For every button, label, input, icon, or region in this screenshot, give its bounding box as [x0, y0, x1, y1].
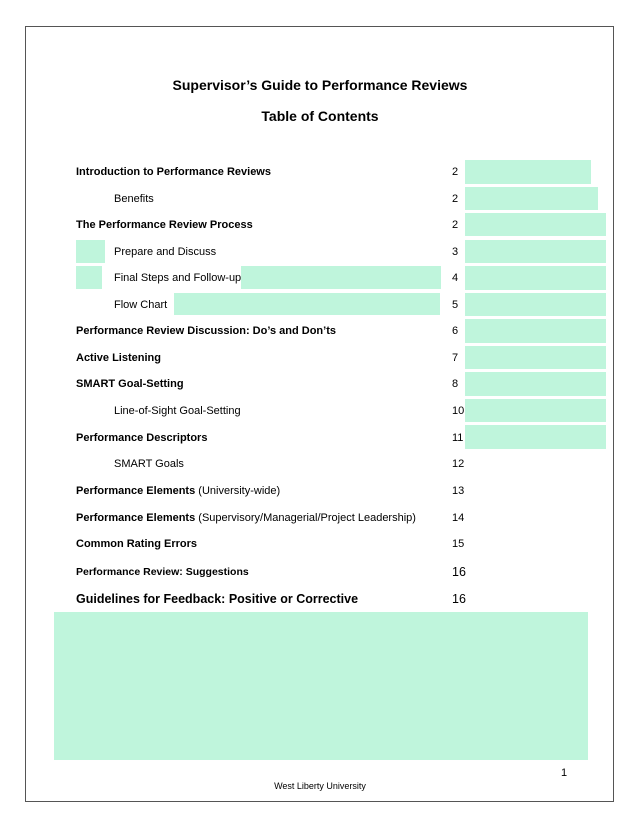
toc-entry[interactable]: Performance Descriptors — [76, 432, 208, 444]
toc-entry[interactable]: Introduction to Performance Reviews — [76, 166, 271, 178]
highlight-block — [465, 266, 606, 290]
toc-heading: Table of Contents — [261, 108, 379, 124]
toc-entry[interactable]: SMART Goal-Setting — [76, 378, 184, 390]
toc-entry[interactable]: Flow Chart — [114, 299, 168, 311]
toc-page-number: 2 — [452, 219, 459, 231]
toc-entry[interactable]: Guidelines for Feedback: Positive or Corrective — [76, 592, 359, 606]
toc-entry[interactable]: SMART Goals — [114, 458, 184, 470]
toc-page-number: 15 — [452, 538, 465, 550]
highlight-block — [76, 240, 105, 263]
toc-entry[interactable]: Prepare and Discuss — [114, 246, 217, 258]
highlight-block — [54, 612, 588, 760]
toc-page-number: 8 — [452, 378, 459, 390]
toc-entry-title: Performance Elements — [76, 485, 196, 497]
toc-page-number: 11 — [452, 432, 464, 444]
highlight-block — [465, 240, 606, 263]
footer-organization: West Liberty University — [274, 781, 366, 791]
toc-page-number: 2 — [452, 193, 459, 205]
highlight-block — [465, 399, 606, 422]
toc-entry[interactable]: Active Listening — [76, 352, 161, 364]
toc-page-number: 7 — [452, 352, 459, 364]
toc-page-number: 13 — [452, 485, 465, 497]
highlight-block — [465, 319, 606, 343]
highlight-block — [465, 293, 606, 316]
highlight-block — [76, 266, 102, 289]
highlight-block — [465, 346, 606, 369]
toc-entry[interactable]: Performance Review Discussion: Do’s and Don’ts — [76, 325, 336, 337]
toc-entry[interactable]: Performance Review: Suggestions — [76, 566, 249, 578]
toc-page-number: 16 — [452, 565, 466, 579]
toc-entry[interactable] — [76, 512, 416, 524]
highlight-block — [241, 266, 441, 289]
highlight-block — [465, 372, 606, 396]
highlight-block — [465, 160, 591, 184]
toc-page-number: 4 — [452, 272, 459, 284]
toc-entry[interactable]: Common Rating Errors — [76, 538, 198, 550]
toc-page-number: 5 — [452, 299, 459, 311]
document-title: Supervisor’s Guide to Performance Reviews — [172, 77, 468, 93]
toc-entry[interactable]: The Performance Review Process — [76, 219, 253, 231]
toc-page-number: 10 — [452, 405, 465, 417]
toc-page-number: 16 — [452, 592, 466, 606]
toc-page-number: 2 — [452, 166, 459, 178]
toc-page-number: 12 — [452, 458, 465, 470]
toc-entry[interactable]: Benefits — [114, 193, 154, 205]
toc-entry-note: (University-wide) — [198, 485, 281, 497]
highlight-block — [465, 213, 606, 236]
toc-entry[interactable] — [76, 485, 280, 497]
highlight-block — [465, 425, 606, 449]
toc-page-number: 6 — [452, 325, 459, 337]
highlight-block — [465, 187, 598, 210]
toc-entry[interactable]: Final Steps and Follow-up — [114, 272, 242, 284]
toc-entry[interactable]: Line-of-Sight Goal-Setting — [114, 405, 241, 417]
highlight-block — [174, 293, 440, 315]
toc-entry-title: Performance Elements — [76, 512, 196, 524]
toc-page-number: 14 — [452, 512, 465, 524]
toc-page-number: 3 — [452, 246, 459, 258]
page-number: 1 — [561, 767, 568, 779]
toc-entry-note: (Supervisory/Managerial/Project Leadership) — [198, 512, 416, 524]
